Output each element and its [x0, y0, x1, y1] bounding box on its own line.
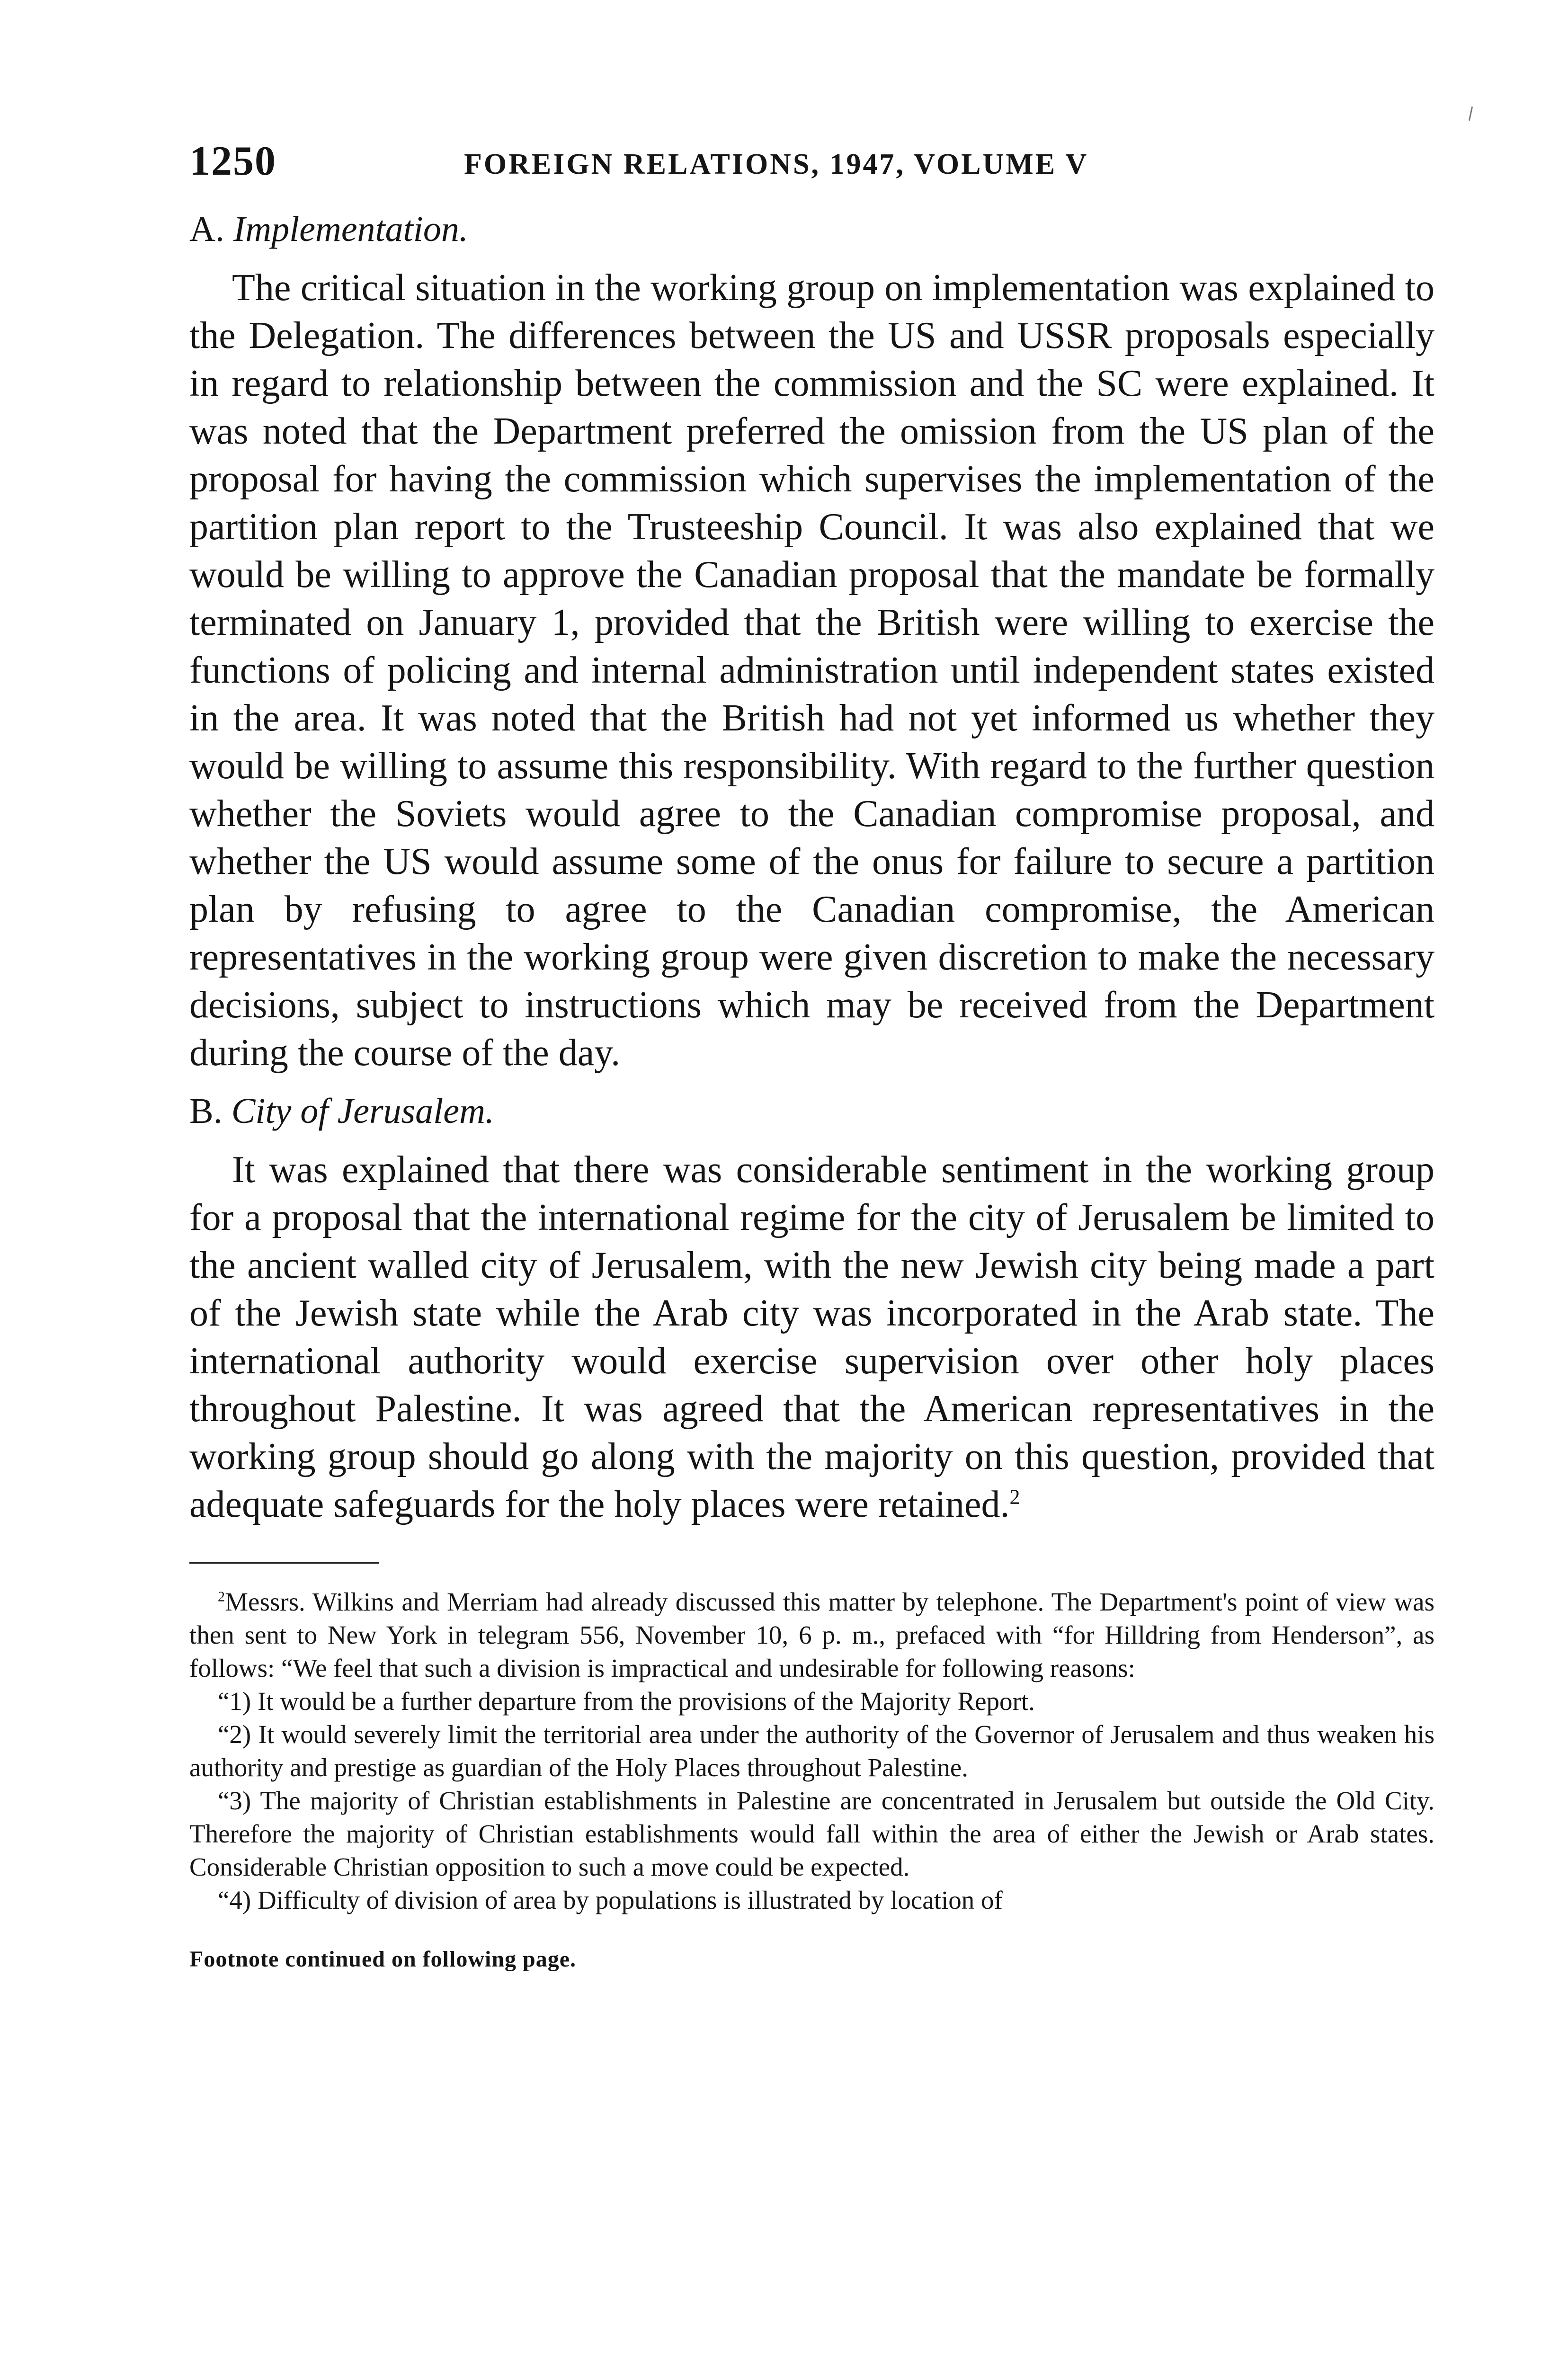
- footnote-continued-note: Footnote continued on following page.: [189, 1947, 577, 1972]
- page-number: 1250: [189, 138, 276, 184]
- footnote-item: “4) Difficulty of division of area by populations is illustrated by location of: [218, 1886, 1003, 1914]
- footnote-item: “1) It would be a further departure from the provisions of the Majority Report.: [218, 1687, 1035, 1716]
- section-heading-jerusalem: [189, 1086, 1434, 1137]
- section-title: Implementation.: [233, 209, 468, 249]
- section-heading-implementation: [189, 204, 1434, 255]
- section-label: B.: [189, 1091, 223, 1131]
- footnote-marker: 2: [218, 1588, 225, 1605]
- paragraph-jerusalem: [189, 1146, 1434, 1529]
- paragraph-text: It was explained that there was considerable sentiment in the working group for a proposal that the international regime for the city of Jerusalem be limited to the ancient walled city of Jerusalem, with the new Jewish city being made a part of the Jewish state while the Arab city was incorporated in the Arab state. The international authority would exercise supervision over other holy places throughout Palestine. It was agreed that the American representatives in the working group should go along with the majority on this question, provided that adequate safeguards for the holy places were retained.: [189, 1149, 1434, 1525]
- running-head: [189, 118, 1434, 189]
- footnote-intro: [189, 1585, 1434, 1685]
- footnote-item: “3) The majority of Christian establishments in Palestine are concentrated in Jerusalem but outside the Old City. Therefore the majority of Christian establishments would fall within the area of either the Jewish or Arab states. Considerable Christian opposition to such a move could be expected.: [189, 1786, 1434, 1881]
- footnote-reference[interactable]: 2: [1009, 1485, 1020, 1509]
- stray-mark: [1469, 107, 1473, 121]
- footnote-divider: [189, 1562, 379, 1564]
- document-page: [189, 118, 1434, 1972]
- section-title: City of Jerusalem.: [231, 1091, 494, 1131]
- running-title: FOREIGN RELATIONS, 1947, VOLUME V: [464, 148, 1089, 180]
- paragraph-implementation: The critical situation in the working group on implementation was explained to the Delegation. The differences between the US and USSR proposals especially in regard to relationship between the commission and the SC were explained. It was noted that the Department preferred the omission from the US plan of the proposal for having the commission which supervises the implementation of the partition plan report to the Trusteeship Council. It was also explained that we would be willing to approve the Canadian proposal that the mandate be formally terminated on January 1, provided that the British were willing to exercise the functions of policing and internal administration until independent states existed in the area. It was noted that the British had not yet informed us whether they would be willing to assume this responsibility. With regard to the further question whether the Soviets would agree to the Canadian compromise proposal, and whether the US would assume some of the onus for failure to secure a partition plan by refusing to agree to the Canadian compromise, the American representatives in the working group were given discretion to make the necessary decisions, subject to instructions which may be received from the Department during the course of the day.: [189, 267, 1434, 1074]
- footnote-item: “2) It would severely limit the territorial area under the authority of the Governor of Jerusalem and thus weaken his authority and prestige as guardian of the Holy Places throughout Palestine.: [189, 1720, 1434, 1782]
- footnote-intro-text: Messrs. Wilkins and Merriam had already discussed this matter by telephone. The Department's point of view was then sent to New York in telegram 556, November 10, 6 p. m., prefaced with “for Hilldring from Henderson”, as follows: “We feel that such a division is impractical and undesirable for following reasons:: [189, 1587, 1434, 1682]
- section-label: A.: [189, 209, 224, 249]
